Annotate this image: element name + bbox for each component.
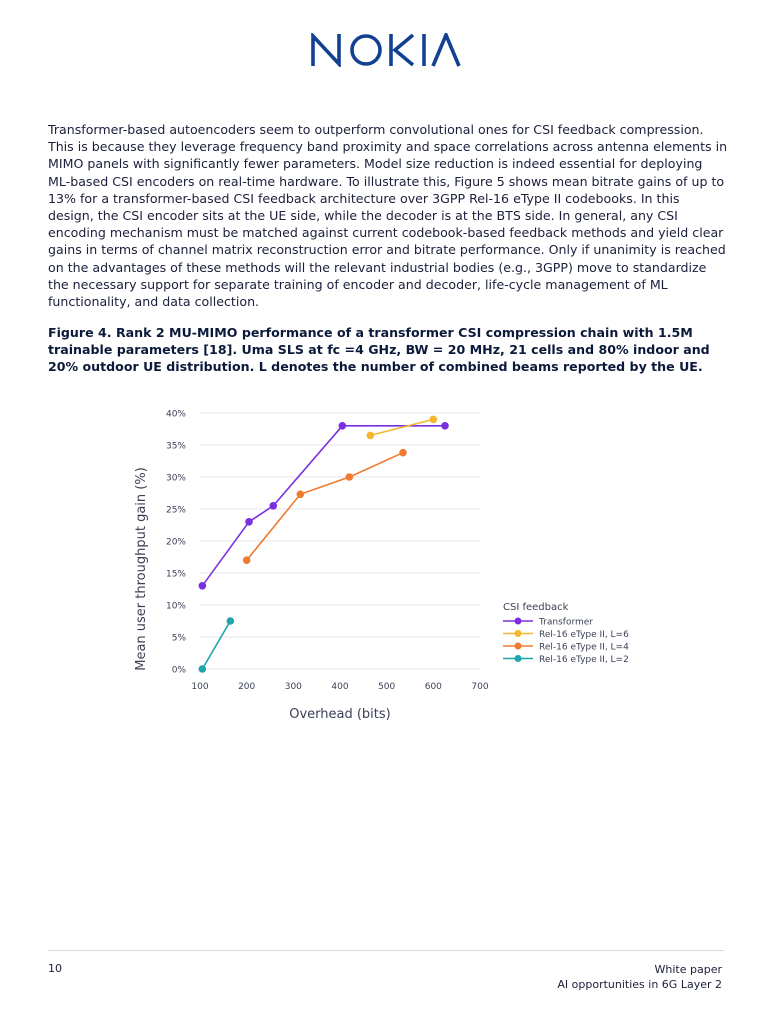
nokia-logo	[309, 33, 461, 67]
data-point	[399, 449, 407, 457]
body-paragraph: Transformer-based autoencoders seem to outperform convolutional ones for CSI feedback compression. This is because they leverage frequency band proximity and space correlations across antenna elements in MIMO panels with significantly fewer parameters. Model size reduction is indeed essential for deploying ML-based CSI encoders on real-time hardware. To illustrate this, Figure 5 shows mean bitrate gains of up to 13% for a transformer-based CSI feedback architecture over 3GPP Rel-16 eType II codebooks. In this design, the CSI encoder sits at the UE side, while the decoder is at the BTS side. In general, any CSI encoding mechanism must be matched against current codebook-based feedback methods and yield clear gains in terms of channel matrix reconstruction error and bitrate performance. Only if unanimity is reached on the advantages of these methods will the relevant industrial bodies (e.g., 3GPP) move to standardize the necessary support for separate training of encoder and decoder, life-cycle management of ML functionality, and data collection.	[48, 122, 728, 310]
legend-entry: Rel-16 eType II, L=2	[539, 654, 629, 665]
chart-legend	[503, 602, 629, 665]
y-axis-label: Mean user throughput gain (%)	[134, 467, 149, 671]
legend-swatch-marker	[515, 655, 522, 662]
legend-entry: Rel-16 eType II, L=6	[539, 629, 629, 640]
y-tick-label: 15%	[165, 569, 186, 580]
legend-swatch-marker	[515, 643, 522, 650]
y-tick-label: 20%	[165, 537, 186, 548]
x-tick-label: 700	[471, 682, 489, 692]
figure-caption: Figure 4. Rank 2 MU-MIMO performance of a transformer CSI compression chain with 1.5M trainable parameters [18]. Uma SLS at fc =4 GHz, BW = 20 MHz, 21 cells and 80% indoor and 20% outdoor UE distribution. L denotes the number of combined beams reported by the UE.	[48, 325, 710, 374]
x-axis-ticks	[191, 682, 488, 692]
x-tick-label: 400	[331, 682, 349, 692]
x-tick-label: 200	[238, 682, 256, 692]
y-tick-label: 40%	[165, 409, 186, 420]
data-point	[199, 582, 207, 590]
y-axis-ticks	[166, 410, 186, 676]
x-tick-label: 300	[284, 682, 302, 692]
data-point	[245, 518, 253, 526]
footer-divider	[48, 950, 724, 951]
legend-entry: Transformer	[539, 617, 594, 628]
data-point	[339, 422, 347, 430]
y-tick-label: 10%	[165, 601, 186, 612]
series-line	[202, 621, 230, 669]
data-point	[430, 416, 438, 424]
page-number: 10	[48, 962, 62, 975]
x-tick-label: 500	[378, 682, 396, 692]
x-axis-label: Overhead (bits)	[289, 707, 391, 722]
throughput-gain-chart	[130, 400, 750, 730]
data-point	[297, 490, 305, 498]
y-tick-label: 25%	[165, 505, 186, 516]
legend-swatch-marker	[515, 618, 522, 625]
y-tick-label: 5%	[171, 633, 186, 644]
data-point	[441, 422, 449, 430]
data-point	[269, 502, 277, 510]
x-tick-label: 100	[191, 682, 209, 692]
footer-doc-info	[557, 962, 722, 992]
series-line	[202, 426, 445, 586]
data-point	[199, 665, 207, 673]
data-point	[367, 432, 375, 440]
data-point	[346, 473, 354, 481]
legend-swatch-marker	[515, 630, 522, 637]
chart-series	[199, 416, 449, 673]
chart-grid	[200, 413, 480, 669]
footer-doc-type: White paper	[654, 963, 722, 976]
legend-entry: Rel-16 eType II, L=4	[539, 642, 629, 653]
y-tick-label: 30%	[165, 473, 186, 484]
y-tick-label: 35%	[165, 441, 186, 452]
footer-doc-title: AI opportunities in 6G Layer 2	[557, 978, 722, 991]
data-point	[243, 556, 251, 564]
series-line	[370, 419, 433, 435]
x-tick-label: 600	[424, 682, 442, 692]
data-point	[227, 617, 235, 625]
legend-title: CSI feedback	[503, 602, 569, 613]
y-tick-label: 0%	[171, 665, 186, 676]
